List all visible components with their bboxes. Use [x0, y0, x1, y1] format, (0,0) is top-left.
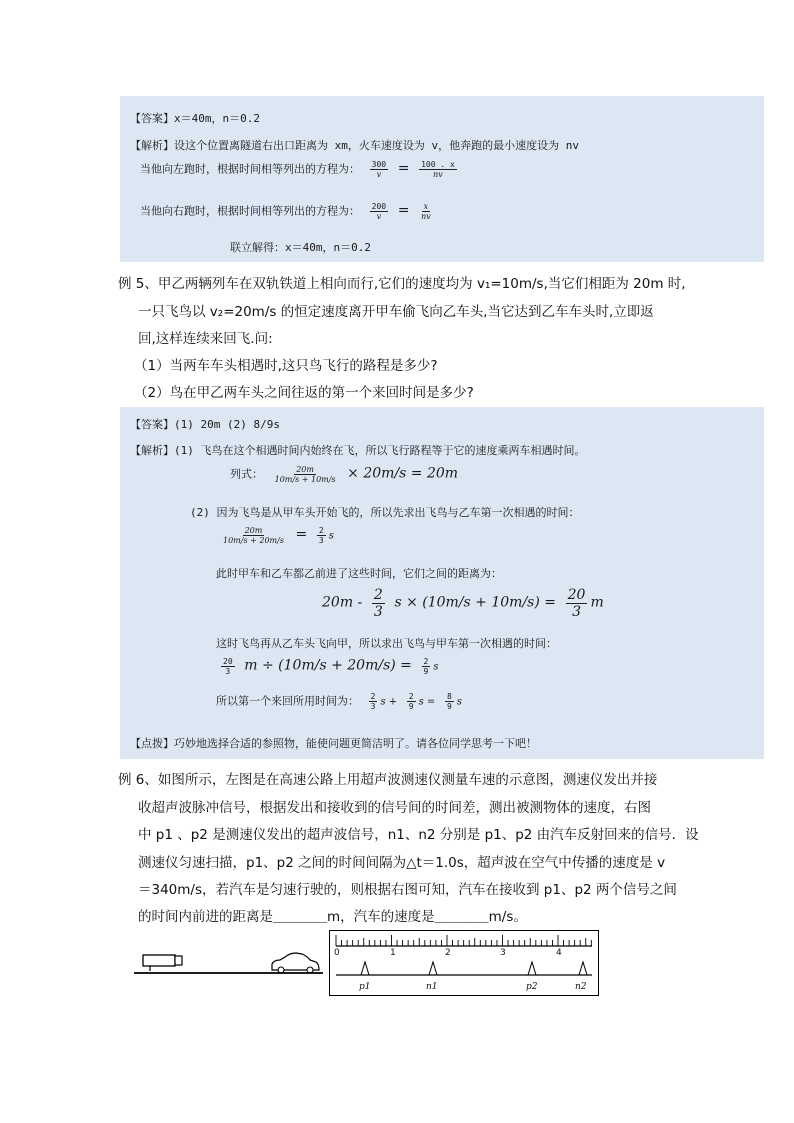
total-time: 所以第一个来回所用时间为： $\frac{2}{3}$ s + $\frac{2}{9}$ s = $\frac{8}{9}$ s [216, 692, 462, 712]
back-text: 这时飞鸟再从乙车头飞向甲，所以求出飞鸟与甲车第一次相遇的时间： [216, 637, 557, 650]
speed-detector-icon [143, 955, 182, 971]
example6-line3: 中 p1 、p2 是测速仪发出的超声波信号，n1、n2 分别是 p1、p2 由汽车反射回来的信号．设 [138, 827, 699, 843]
formula-4: $\frac{20}{3}$ m ÷ (10m/s + 20m/s) = $\frac{2}{9}$ s [223, 657, 439, 677]
analysis-line-1: 【解析】(1) 飞鸟在这个相遇时间内始终在飞，所以飞行路程等于它的速度乘两车相遇时间。 [130, 444, 586, 457]
example5-line3: 回,这样连续来回飞.问: [138, 331, 273, 347]
example6-line5: ＝340m/s，若汽车是匀速行驶的，则根据右图可知，汽车在接收到 p1、p2 两个信号之间 [138, 882, 677, 898]
solve-line: 联立解得：x＝40m，n＝0.2 [230, 241, 371, 254]
scale-label-0: 0 [334, 948, 340, 958]
car-icon [272, 953, 319, 973]
signal-label-p1: p1 [359, 982, 371, 992]
formula-3: 20m - $\frac{2}{3}$ s × (10m/s + 10m/s) = $\frac{20}{3}$ m [322, 587, 604, 621]
pulse-p2 [528, 962, 536, 975]
example5-question2: （2）鸟在甲乙两车头之间往返的第一个来回时间是多少? [134, 385, 474, 401]
scale-label-2: 2 [445, 948, 451, 958]
signal-label-n1: n1 [426, 982, 438, 992]
example6-line6: 的时间内前进的距离是＿＿＿＿m，汽车的速度是＿＿＿＿m/s。 [138, 909, 527, 925]
pulse-n1 [429, 962, 437, 975]
formula-1: 列式： $\frac{20m}{10m/s + 10m/s}$ × 20m/s = 20m [230, 465, 459, 485]
formula-2: $\frac{20m}{10m/s + 20m/s}$ = $\frac{2}{3}$ s [223, 526, 334, 546]
pulse-p1 [361, 962, 369, 975]
signal-label-n2: n2 [575, 982, 587, 992]
answer-box-2 [120, 407, 764, 759]
pulse-n2 [579, 962, 587, 975]
scale-label-3: 3 [500, 948, 506, 958]
left-run-equation: 当他向左跑时，根据时间相等列出的方程为： $\frac{300}{v}$ = $\frac{100 . x}{nv}$ [140, 160, 455, 180]
scale-label-1: 1 [390, 948, 396, 958]
answer-line: 【答案】x＝40m，n＝0.2 [130, 112, 260, 125]
road-diagram [130, 940, 325, 985]
analysis-line-2: (2) 因为飞鸟是从甲车头开始飞的，所以先求出飞鸟与乙车第一次相遇的时间： [190, 506, 580, 519]
example6-line1: 例 6、如图所示，左图是在高速公路上用超声波测速仪测量车速的示意图，测速仪发出并接 [118, 772, 658, 788]
example5-line2: 一只飞鸟以 v₂=20m/s 的恒定速度离开甲车偷飞向乙车头,当它达到乙车车头时,立即返 [138, 304, 654, 320]
example5-line1: 例 5、甲乙两辆列车在双轨铁道上相向而行,它们的速度均为 v₁=10m/s,当它们相距为 20m 时, [118, 276, 686, 292]
signal-scale-figure [329, 930, 599, 996]
right-run-equation: 当他向右跑时，根据时间相等列出的方程为： $\frac{200}{v}$ = $\frac{x}{nv}$ [140, 202, 431, 222]
tip-line: 【点拨】巧妙地选择合适的参照物，能使问题更简洁明了。请各位同学思考一下吧！ [130, 737, 537, 750]
answer-line: 【答案】(1) 20m (2) 8/9s [130, 418, 280, 431]
distance-text: 此时甲车和乙车都乙前进了这些时间，它们之间的距离为： [216, 567, 502, 580]
example5-question1: （1）当两车车头相遇时,这只鸟飞行的路程是多少? [134, 358, 438, 374]
scale-label-4: 4 [556, 948, 562, 958]
signal-label-p2: p2 [526, 982, 538, 992]
analysis-line: 【解析】设这个位置离隧道右出口距离为 xm，火车速度设为 v，他奔跑的最小速度设为 nv [130, 139, 579, 152]
example6-line4: 测速仪匀速扫描，p1、p2 之间的时间间隔为△t＝1.0s，超声波在空气中传播的速度是 v [138, 855, 666, 871]
example6-line2: 收超声波脉冲信号，根据发出和接收到的信号间的时间差，测出被测物体的速度，右图 [138, 800, 651, 816]
answer-box-1 [120, 96, 764, 262]
